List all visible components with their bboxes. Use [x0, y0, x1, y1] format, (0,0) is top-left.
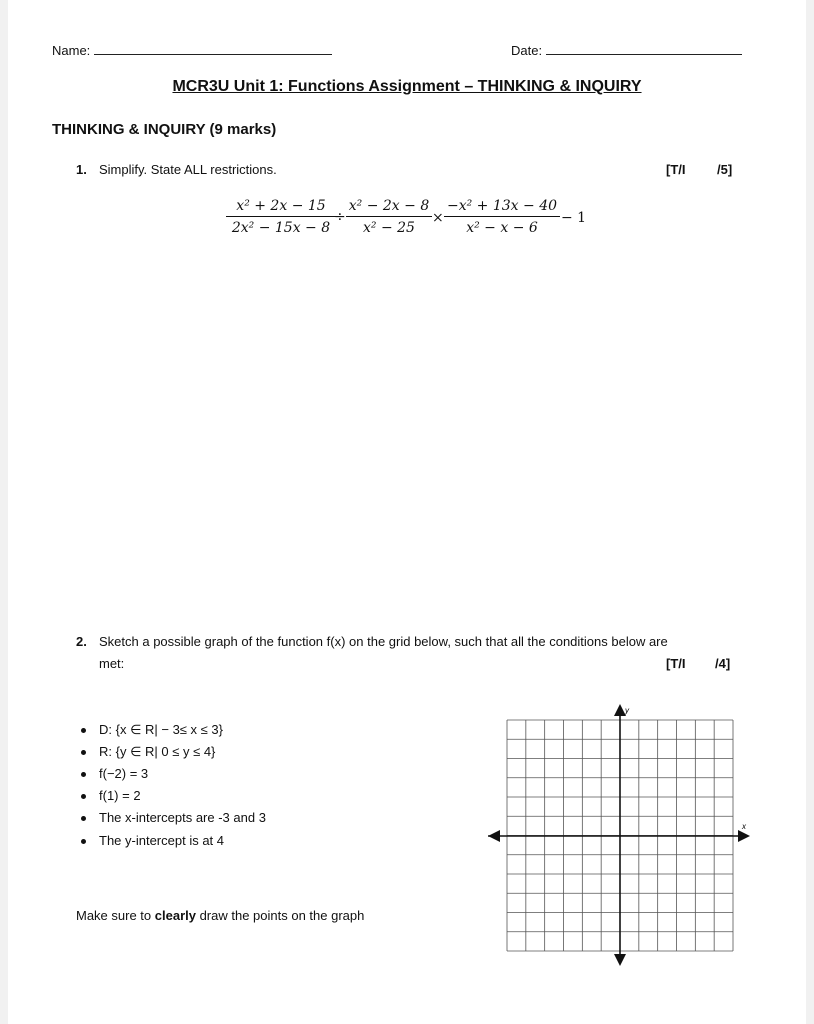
fraction-3-numerator: −x² + 13x − 40: [444, 198, 560, 217]
name-label: Name:: [52, 43, 91, 58]
instruction-suffix: draw the points on the graph: [195, 908, 365, 923]
x-axis-label: x: [742, 822, 746, 831]
minus-one: − 1: [561, 210, 587, 226]
fraction-3-denominator: x² − x − 6: [466, 220, 538, 236]
bullet-icon: [81, 839, 86, 844]
multiply-sign: ×: [432, 210, 444, 226]
q1-marks-code: [T/I: [666, 162, 686, 177]
date-label: Date:: [511, 43, 543, 58]
q2-text-line1: Sketch a possible graph of the function f(x) on the grid below, such that all the conditions below are: [99, 634, 668, 649]
x-axis: [488, 822, 750, 842]
section-heading: THINKING & INQUIRY (9 marks): [52, 121, 277, 138]
fraction-1-denominator: 2x² − 15x − 8: [231, 220, 331, 236]
bullet-icon: [81, 728, 86, 733]
instruction-emphasis: clearly: [154, 908, 196, 923]
q1-number: 1.: [76, 162, 87, 177]
name-field[interactable]: [52, 42, 332, 58]
condition-point-neg2: f(−2) = 3: [99, 766, 149, 781]
q1-text: Simplify. State ALL restrictions.: [99, 162, 277, 177]
name-blank[interactable]: [94, 42, 332, 55]
bullet-icon: [81, 772, 86, 777]
x-axis-right-arrow-icon: [738, 830, 750, 842]
fraction-1: [226, 198, 336, 236]
bullet-icon: [81, 750, 86, 755]
coordinate-grid[interactable]: [478, 700, 758, 970]
graph-instruction: [76, 908, 364, 923]
bullet-icon: [81, 816, 86, 821]
fraction-2-denominator: x² − 25: [363, 220, 415, 236]
fraction-3: [444, 198, 560, 236]
condition-y-intercept: The y-intercept is at 4: [99, 833, 224, 848]
instruction-prefix: Make sure to: [76, 908, 155, 923]
y-axis-down-arrow-icon: [614, 954, 626, 966]
y-axis: [614, 704, 630, 966]
worksheet-page: [8, 0, 806, 1024]
date-field[interactable]: [511, 42, 742, 58]
page-title: MCR3U Unit 1: Functions Assignment – THINKING & INQUIRY: [172, 78, 642, 95]
condition-x-intercepts: The x-intercepts are -3 and 3: [99, 810, 266, 825]
x-axis-left-arrow-icon: [488, 830, 500, 842]
fraction-1-numerator: x² + 2x − 15: [226, 198, 336, 217]
fraction-2-numerator: x² − 2x − 8: [346, 198, 432, 217]
bullet-icon: [81, 794, 86, 799]
q2-number: 2.: [76, 634, 87, 649]
divide-sign: ÷: [334, 209, 346, 225]
date-blank[interactable]: [546, 42, 742, 55]
q1-marks-value: /5]: [717, 162, 733, 177]
condition-point-1: f(1) = 2: [99, 788, 141, 803]
q2-marks-value: /4]: [715, 656, 731, 671]
q2-marks-code: [T/I: [666, 656, 686, 671]
fraction-2: [346, 198, 432, 236]
condition-domain: D: {x ∈ R| − 3≤ x ≤ 3}: [99, 722, 223, 737]
q2-text-line2: met:: [99, 656, 125, 671]
y-axis-label: y: [625, 706, 629, 715]
condition-range: R: {y ∈ R| 0 ≤ y ≤ 4}: [99, 744, 216, 759]
